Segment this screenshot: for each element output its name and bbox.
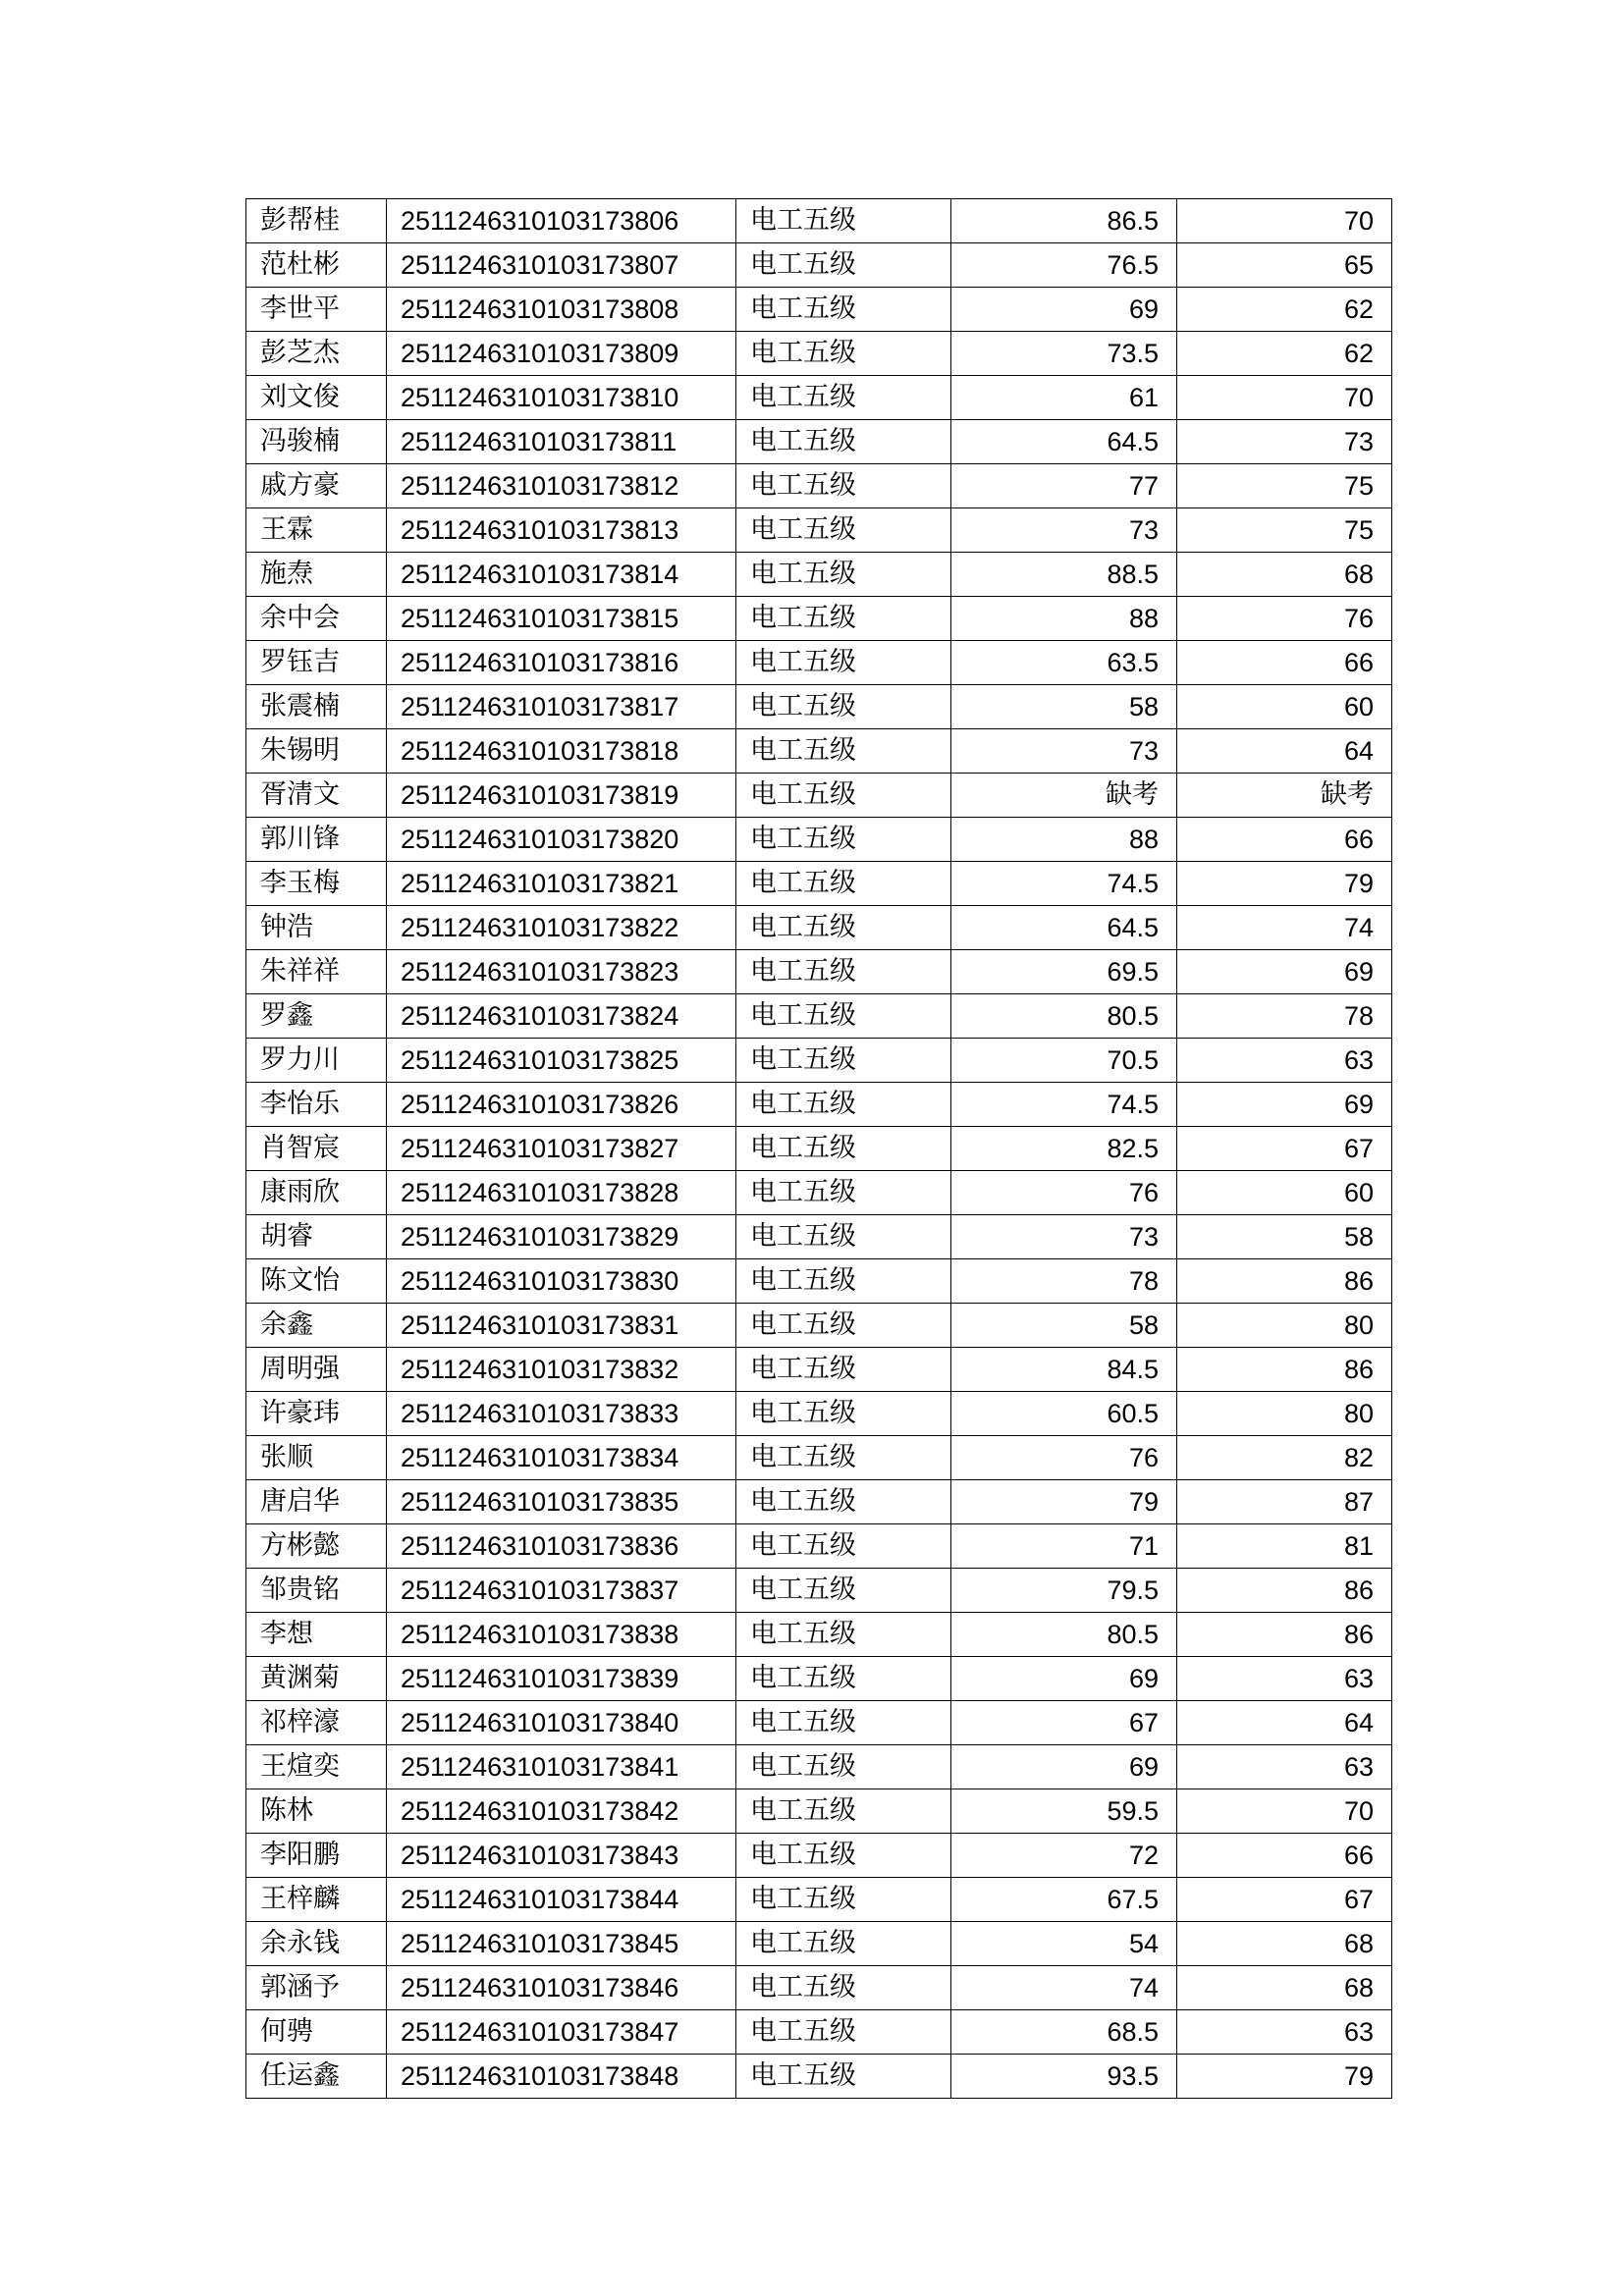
table-row — [246, 1657, 1392, 1701]
theory-score-cell: 79.5 — [951, 1569, 1177, 1613]
table-row — [246, 950, 1392, 994]
candidate-name-cell: 邹贵铭 — [246, 1569, 387, 1613]
theory-score-cell: 73 — [951, 1215, 1177, 1259]
candidate-id-cell: 2511246310103173812 — [387, 464, 736, 508]
practical-score-cell: 62 — [1177, 332, 1392, 376]
theory-score-cell: 64.5 — [951, 906, 1177, 950]
exam-level-cell: 电工五级 — [736, 2055, 951, 2099]
practical-score-cell: 65 — [1177, 243, 1392, 288]
practical-score-cell: 60 — [1177, 1171, 1392, 1215]
theory-score-cell: 58 — [951, 1304, 1177, 1348]
practical-score-cell: 63 — [1177, 1657, 1392, 1701]
table-row — [246, 1171, 1392, 1215]
exam-level-cell: 电工五级 — [736, 1701, 951, 1745]
candidate-name-cell: 何骋 — [246, 2010, 387, 2055]
exam-level-cell: 电工五级 — [736, 1039, 951, 1083]
score-table — [245, 198, 1392, 2099]
practical-score-cell: 67 — [1177, 1127, 1392, 1171]
table-row — [246, 1878, 1392, 1922]
exam-level-cell: 电工五级 — [736, 1878, 951, 1922]
table-row — [246, 199, 1392, 243]
practical-score-cell: 79 — [1177, 862, 1392, 906]
table-row — [246, 906, 1392, 950]
candidate-name-cell: 胥清文 — [246, 774, 387, 818]
practical-score-cell: 69 — [1177, 1083, 1392, 1127]
candidate-name-cell: 周明强 — [246, 1348, 387, 1392]
table-row — [246, 508, 1392, 553]
theory-score-cell: 缺考 — [951, 774, 1177, 818]
candidate-id-cell: 2511246310103173829 — [387, 1215, 736, 1259]
candidate-name-cell: 李怡乐 — [246, 1083, 387, 1127]
table-row — [246, 243, 1392, 288]
practical-score-cell: 66 — [1177, 1834, 1392, 1878]
practical-score-cell: 79 — [1177, 2055, 1392, 2099]
exam-level-cell: 电工五级 — [736, 243, 951, 288]
table-row — [246, 641, 1392, 685]
theory-score-cell: 74.5 — [951, 1083, 1177, 1127]
practical-score-cell: 86 — [1177, 1348, 1392, 1392]
theory-score-cell: 88 — [951, 597, 1177, 641]
candidate-id-cell: 2511246310103173837 — [387, 1569, 736, 1613]
theory-score-cell: 60.5 — [951, 1392, 1177, 1436]
candidate-name-cell: 罗力川 — [246, 1039, 387, 1083]
candidate-id-cell: 2511246310103173816 — [387, 641, 736, 685]
table-row — [246, 1922, 1392, 1966]
candidate-name-cell: 祁梓濠 — [246, 1701, 387, 1745]
exam-level-cell: 电工五级 — [736, 1524, 951, 1569]
candidate-id-cell: 2511246310103173834 — [387, 1436, 736, 1480]
candidate-name-cell: 冯骏楠 — [246, 420, 387, 464]
exam-level-cell: 电工五级 — [736, 332, 951, 376]
exam-level-cell: 电工五级 — [736, 1436, 951, 1480]
candidate-name-cell: 张震楠 — [246, 685, 387, 729]
exam-level-cell: 电工五级 — [736, 862, 951, 906]
candidate-name-cell: 张顺 — [246, 1436, 387, 1480]
candidate-name-cell: 戚方豪 — [246, 464, 387, 508]
theory-score-cell: 58 — [951, 685, 1177, 729]
table-row — [246, 1304, 1392, 1348]
practical-score-cell: 68 — [1177, 1966, 1392, 2010]
table-row — [246, 729, 1392, 774]
table-row — [246, 1127, 1392, 1171]
exam-level-cell: 电工五级 — [736, 1657, 951, 1701]
exam-level-cell: 电工五级 — [736, 1215, 951, 1259]
table-row — [246, 2055, 1392, 2099]
practical-score-cell: 86 — [1177, 1259, 1392, 1304]
practical-score-cell: 75 — [1177, 508, 1392, 553]
candidate-id-cell: 2511246310103173839 — [387, 1657, 736, 1701]
practical-score-cell: 74 — [1177, 906, 1392, 950]
candidate-name-cell: 唐启华 — [246, 1480, 387, 1524]
table-row — [246, 464, 1392, 508]
practical-score-cell: 75 — [1177, 464, 1392, 508]
candidate-id-cell: 2511246310103173840 — [387, 1701, 736, 1745]
candidate-name-cell: 胡睿 — [246, 1215, 387, 1259]
theory-score-cell: 78 — [951, 1259, 1177, 1304]
candidate-name-cell: 郭涵予 — [246, 1966, 387, 2010]
exam-level-cell: 电工五级 — [736, 597, 951, 641]
candidate-id-cell: 2511246310103173848 — [387, 2055, 736, 2099]
candidate-id-cell: 2511246310103173817 — [387, 685, 736, 729]
exam-level-cell: 电工五级 — [736, 1922, 951, 1966]
exam-level-cell: 电工五级 — [736, 641, 951, 685]
candidate-id-cell: 2511246310103173819 — [387, 774, 736, 818]
candidate-id-cell: 2511246310103173847 — [387, 2010, 736, 2055]
theory-score-cell: 93.5 — [951, 2055, 1177, 2099]
candidate-id-cell: 2511246310103173809 — [387, 332, 736, 376]
theory-score-cell: 67 — [951, 1701, 1177, 1745]
theory-score-cell: 69 — [951, 1745, 1177, 1789]
theory-score-cell: 74 — [951, 1966, 1177, 2010]
table-row — [246, 597, 1392, 641]
practical-score-cell: 80 — [1177, 1392, 1392, 1436]
practical-score-cell: 82 — [1177, 1436, 1392, 1480]
theory-score-cell: 54 — [951, 1922, 1177, 1966]
theory-score-cell: 61 — [951, 376, 1177, 420]
theory-score-cell: 82.5 — [951, 1127, 1177, 1171]
candidate-id-cell: 2511246310103173836 — [387, 1524, 736, 1569]
table-row — [246, 1259, 1392, 1304]
theory-score-cell: 68.5 — [951, 2010, 1177, 2055]
theory-score-cell: 76 — [951, 1436, 1177, 1480]
exam-level-cell: 电工五级 — [736, 1259, 951, 1304]
candidate-id-cell: 2511246310103173828 — [387, 1171, 736, 1215]
theory-score-cell: 79 — [951, 1480, 1177, 1524]
theory-score-cell: 59.5 — [951, 1789, 1177, 1834]
candidate-name-cell: 黄渊菊 — [246, 1657, 387, 1701]
practical-score-cell: 60 — [1177, 685, 1392, 729]
theory-score-cell: 64.5 — [951, 420, 1177, 464]
candidate-name-cell: 罗钰吉 — [246, 641, 387, 685]
exam-level-cell: 电工五级 — [736, 1348, 951, 1392]
candidate-name-cell: 刘文俊 — [246, 376, 387, 420]
candidate-id-cell: 2511246310103173818 — [387, 729, 736, 774]
candidate-id-cell: 2511246310103173833 — [387, 1392, 736, 1436]
candidate-name-cell: 余中会 — [246, 597, 387, 641]
candidate-id-cell: 2511246310103173820 — [387, 818, 736, 862]
candidate-name-cell: 康雨欣 — [246, 1171, 387, 1215]
exam-level-cell: 电工五级 — [736, 553, 951, 597]
practical-score-cell: 86 — [1177, 1613, 1392, 1657]
candidate-name-cell: 李想 — [246, 1613, 387, 1657]
candidate-id-cell: 2511246310103173843 — [387, 1834, 736, 1878]
candidate-name-cell: 王煊奕 — [246, 1745, 387, 1789]
theory-score-cell: 73.5 — [951, 332, 1177, 376]
practical-score-cell: 70 — [1177, 1789, 1392, 1834]
candidate-name-cell: 王霖 — [246, 508, 387, 553]
theory-score-cell: 84.5 — [951, 1348, 1177, 1392]
theory-score-cell: 88.5 — [951, 553, 1177, 597]
practical-score-cell: 64 — [1177, 1701, 1392, 1745]
exam-level-cell: 电工五级 — [736, 1304, 951, 1348]
candidate-id-cell: 2511246310103173823 — [387, 950, 736, 994]
exam-level-cell: 电工五级 — [736, 1392, 951, 1436]
practical-score-cell: 80 — [1177, 1304, 1392, 1348]
candidate-name-cell: 肖智宸 — [246, 1127, 387, 1171]
candidate-id-cell: 2511246310103173838 — [387, 1613, 736, 1657]
table-row — [246, 1613, 1392, 1657]
candidate-id-cell: 2511246310103173845 — [387, 1922, 736, 1966]
table-row — [246, 2010, 1392, 2055]
candidate-name-cell: 任运鑫 — [246, 2055, 387, 2099]
exam-level-cell: 电工五级 — [736, 729, 951, 774]
candidate-name-cell: 李玉梅 — [246, 862, 387, 906]
theory-score-cell: 88 — [951, 818, 1177, 862]
table-row — [246, 420, 1392, 464]
theory-score-cell: 74.5 — [951, 862, 1177, 906]
practical-score-cell: 66 — [1177, 641, 1392, 685]
exam-level-cell: 电工五级 — [736, 1480, 951, 1524]
exam-level-cell: 电工五级 — [736, 1171, 951, 1215]
table-row — [246, 862, 1392, 906]
theory-score-cell: 73 — [951, 508, 1177, 553]
exam-level-cell: 电工五级 — [736, 1127, 951, 1171]
score-table-body — [246, 199, 1392, 2099]
exam-level-cell: 电工五级 — [736, 906, 951, 950]
exam-level-cell: 电工五级 — [736, 685, 951, 729]
practical-score-cell: 63 — [1177, 1039, 1392, 1083]
table-row — [246, 1966, 1392, 2010]
table-row — [246, 332, 1392, 376]
theory-score-cell: 67.5 — [951, 1878, 1177, 1922]
exam-level-cell: 电工五级 — [736, 818, 951, 862]
candidate-id-cell: 2511246310103173830 — [387, 1259, 736, 1304]
table-row — [246, 1480, 1392, 1524]
table-row — [246, 1215, 1392, 1259]
table-row — [246, 1348, 1392, 1392]
exam-level-cell: 电工五级 — [736, 1083, 951, 1127]
practical-score-cell: 87 — [1177, 1480, 1392, 1524]
theory-score-cell: 71 — [951, 1524, 1177, 1569]
exam-level-cell: 电工五级 — [736, 508, 951, 553]
theory-score-cell: 63.5 — [951, 641, 1177, 685]
theory-score-cell: 76 — [951, 1171, 1177, 1215]
candidate-name-cell: 范杜彬 — [246, 243, 387, 288]
candidate-name-cell: 方彬懿 — [246, 1524, 387, 1569]
practical-score-cell: 64 — [1177, 729, 1392, 774]
practical-score-cell: 70 — [1177, 376, 1392, 420]
exam-level-cell: 电工五级 — [736, 1966, 951, 2010]
exam-level-cell: 电工五级 — [736, 376, 951, 420]
exam-level-cell: 电工五级 — [736, 420, 951, 464]
candidate-name-cell: 许豪玮 — [246, 1392, 387, 1436]
candidate-id-cell: 2511246310103173807 — [387, 243, 736, 288]
exam-level-cell: 电工五级 — [736, 464, 951, 508]
table-row — [246, 288, 1392, 332]
exam-level-cell: 电工五级 — [736, 199, 951, 243]
candidate-id-cell: 2511246310103173822 — [387, 906, 736, 950]
candidate-id-cell: 2511246310103173842 — [387, 1789, 736, 1834]
candidate-name-cell: 朱祥祥 — [246, 950, 387, 994]
practical-score-cell: 81 — [1177, 1524, 1392, 1569]
theory-score-cell: 69 — [951, 1657, 1177, 1701]
candidate-id-cell: 2511246310103173824 — [387, 994, 736, 1039]
candidate-id-cell: 2511246310103173821 — [387, 862, 736, 906]
practical-score-cell: 67 — [1177, 1878, 1392, 1922]
candidate-id-cell: 2511246310103173813 — [387, 508, 736, 553]
table-row — [246, 1039, 1392, 1083]
candidate-id-cell: 2511246310103173825 — [387, 1039, 736, 1083]
candidate-id-cell: 2511246310103173810 — [387, 376, 736, 420]
table-row — [246, 1701, 1392, 1745]
candidate-name-cell: 彭帮桂 — [246, 199, 387, 243]
candidate-name-cell: 陈文怡 — [246, 1259, 387, 1304]
practical-score-cell: 69 — [1177, 950, 1392, 994]
candidate-id-cell: 2511246310103173806 — [387, 199, 736, 243]
candidate-id-cell: 2511246310103173844 — [387, 1878, 736, 1922]
table-row — [246, 685, 1392, 729]
table-row — [246, 1392, 1392, 1436]
theory-score-cell: 73 — [951, 729, 1177, 774]
theory-score-cell: 76.5 — [951, 243, 1177, 288]
theory-score-cell: 70.5 — [951, 1039, 1177, 1083]
theory-score-cell: 86.5 — [951, 199, 1177, 243]
practical-score-cell: 63 — [1177, 2010, 1392, 2055]
practical-score-cell: 63 — [1177, 1745, 1392, 1789]
practical-score-cell: 58 — [1177, 1215, 1392, 1259]
theory-score-cell: 69.5 — [951, 950, 1177, 994]
exam-level-cell: 电工五级 — [736, 950, 951, 994]
practical-score-cell: 缺考 — [1177, 774, 1392, 818]
practical-score-cell: 66 — [1177, 818, 1392, 862]
practical-score-cell: 70 — [1177, 199, 1392, 243]
table-row — [246, 994, 1392, 1039]
table-row — [246, 818, 1392, 862]
candidate-name-cell: 罗鑫 — [246, 994, 387, 1039]
table-row — [246, 1436, 1392, 1480]
exam-level-cell: 电工五级 — [736, 994, 951, 1039]
candidate-name-cell: 李世平 — [246, 288, 387, 332]
practical-score-cell: 68 — [1177, 553, 1392, 597]
candidate-id-cell: 2511246310103173826 — [387, 1083, 736, 1127]
candidate-id-cell: 2511246310103173827 — [387, 1127, 736, 1171]
candidate-id-cell: 2511246310103173841 — [387, 1745, 736, 1789]
exam-level-cell: 电工五级 — [736, 774, 951, 818]
exam-level-cell: 电工五级 — [736, 1613, 951, 1657]
practical-score-cell: 78 — [1177, 994, 1392, 1039]
candidate-name-cell: 郭川锋 — [246, 818, 387, 862]
table-row — [246, 376, 1392, 420]
candidate-id-cell: 2511246310103173814 — [387, 553, 736, 597]
candidate-id-cell: 2511246310103173808 — [387, 288, 736, 332]
candidate-id-cell: 2511246310103173815 — [387, 597, 736, 641]
candidate-id-cell: 2511246310103173811 — [387, 420, 736, 464]
theory-score-cell: 80.5 — [951, 1613, 1177, 1657]
exam-level-cell: 电工五级 — [736, 1834, 951, 1878]
candidate-id-cell: 2511246310103173835 — [387, 1480, 736, 1524]
table-row — [246, 1524, 1392, 1569]
table-row — [246, 1789, 1392, 1834]
candidate-name-cell: 余永钱 — [246, 1922, 387, 1966]
candidate-name-cell: 余鑫 — [246, 1304, 387, 1348]
table-row — [246, 1569, 1392, 1613]
candidate-id-cell: 2511246310103173832 — [387, 1348, 736, 1392]
practical-score-cell: 68 — [1177, 1922, 1392, 1966]
candidate-name-cell: 王梓麟 — [246, 1878, 387, 1922]
candidate-name-cell: 朱锡明 — [246, 729, 387, 774]
candidate-name-cell: 陈林 — [246, 1789, 387, 1834]
theory-score-cell: 77 — [951, 464, 1177, 508]
table-row — [246, 553, 1392, 597]
theory-score-cell: 72 — [951, 1834, 1177, 1878]
theory-score-cell: 69 — [951, 288, 1177, 332]
exam-level-cell: 电工五级 — [736, 2010, 951, 2055]
exam-level-cell: 电工五级 — [736, 1569, 951, 1613]
table-row — [246, 1083, 1392, 1127]
table-row — [246, 1834, 1392, 1878]
exam-level-cell: 电工五级 — [736, 288, 951, 332]
practical-score-cell: 62 — [1177, 288, 1392, 332]
exam-level-cell: 电工五级 — [736, 1789, 951, 1834]
candidate-name-cell: 彭芝杰 — [246, 332, 387, 376]
table-row — [246, 1745, 1392, 1789]
practical-score-cell: 76 — [1177, 597, 1392, 641]
candidate-name-cell: 钟浩 — [246, 906, 387, 950]
practical-score-cell: 86 — [1177, 1569, 1392, 1613]
candidate-id-cell: 2511246310103173846 — [387, 1966, 736, 2010]
candidate-name-cell: 李阳鹏 — [246, 1834, 387, 1878]
practical-score-cell: 73 — [1177, 420, 1392, 464]
candidate-name-cell: 施焘 — [246, 553, 387, 597]
candidate-id-cell: 2511246310103173831 — [387, 1304, 736, 1348]
exam-level-cell: 电工五级 — [736, 1745, 951, 1789]
table-row — [246, 774, 1392, 818]
theory-score-cell: 80.5 — [951, 994, 1177, 1039]
